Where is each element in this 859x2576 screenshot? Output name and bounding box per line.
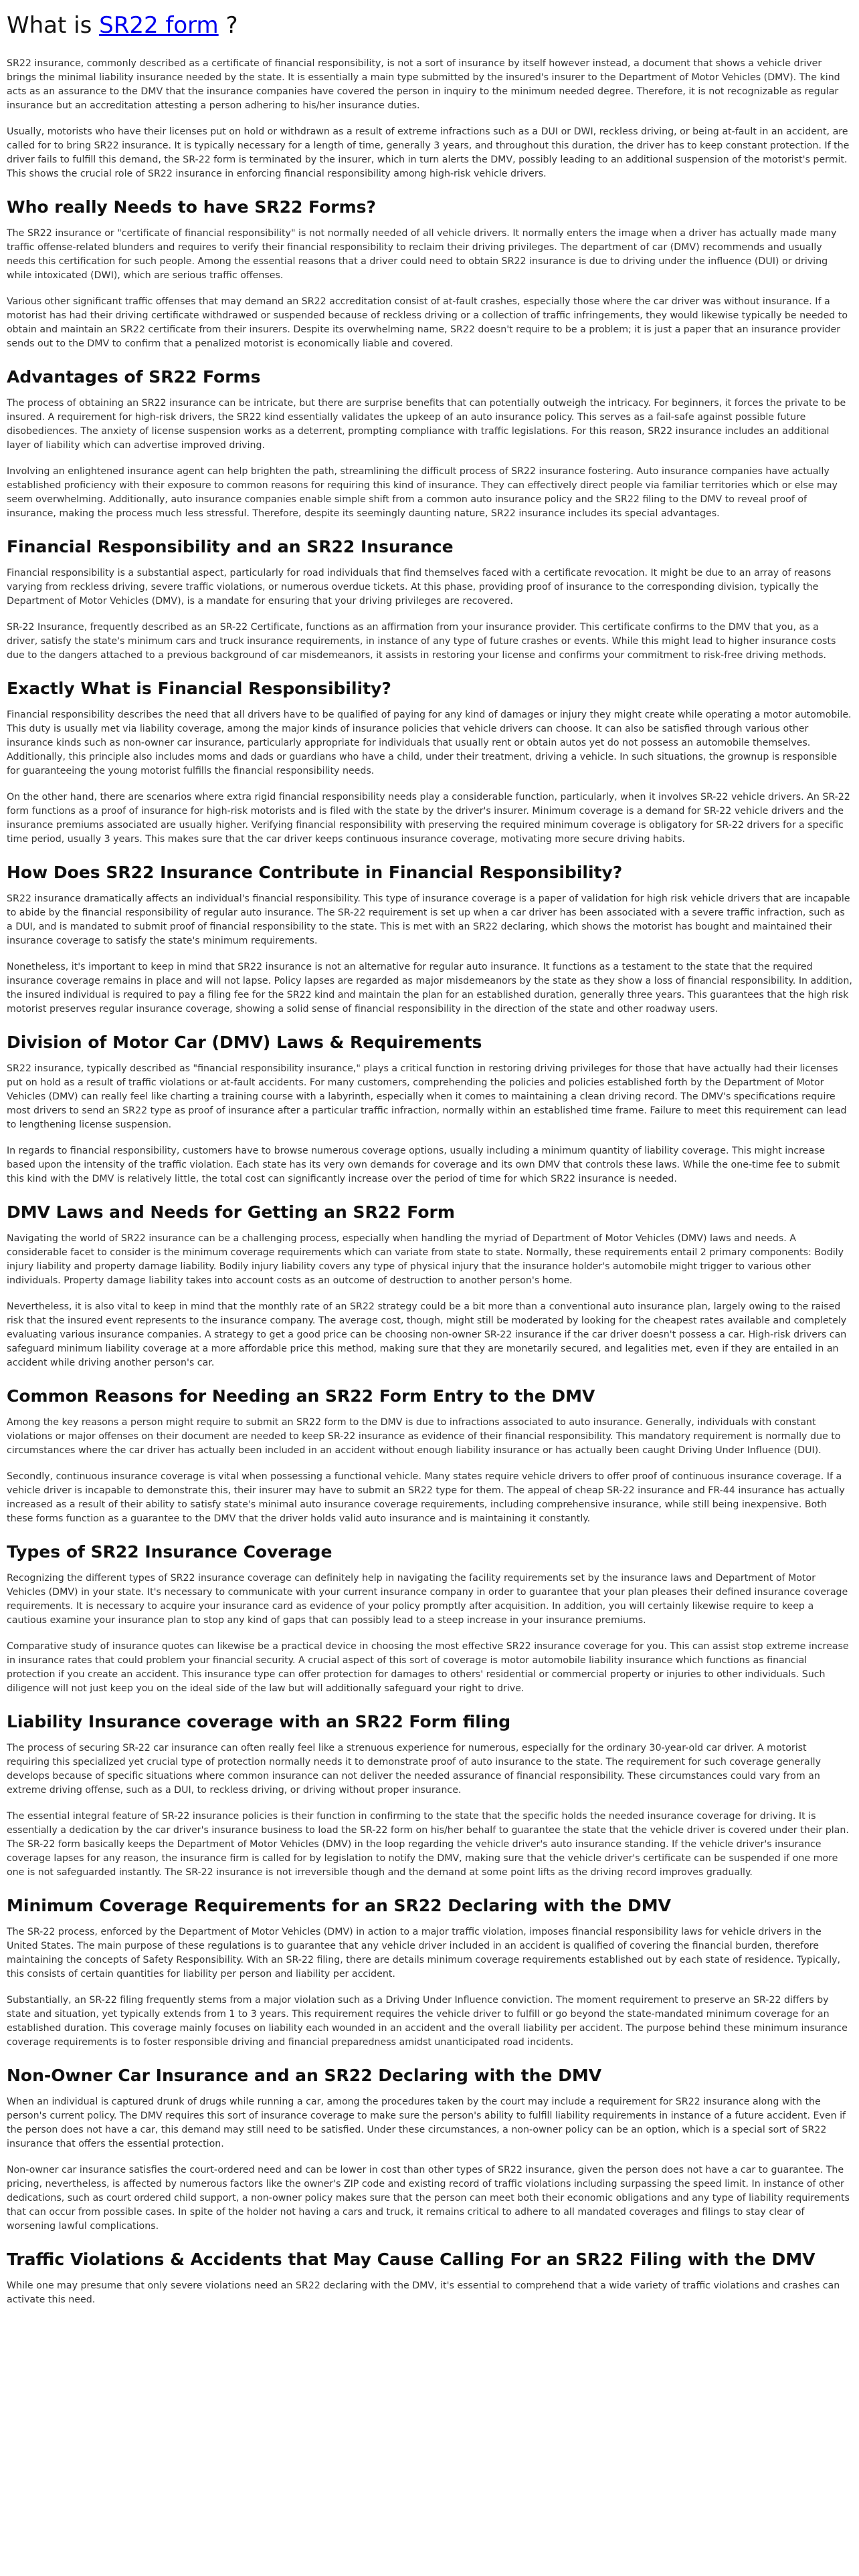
section-heading: Traffic Violations & Accidents that May Cause Calling For an SR22 Filing with the DMV	[7, 2249, 816, 2269]
article-section	[7, 1896, 852, 2050]
page-title-prefix: What is	[7, 12, 100, 39]
section-paragraph: Substantially, an SR-22 filing frequently stems from a major violation such as a Driving Under Influence conviction. The moment requirement to preserve an SR-22 differs by state and situation, yet typically extends from 1 to 3 years. This requirement requires the vehicle driver to fulfill or go beyond the state-mandated minimum coverage for an established duration. This coverage mainly focuses on liability each wounded in an accident and the overall liability per accident. The purpose behind these minimum insurance coverage requirements is to foster responsible driving and financial preparedness amidst unanticipated road incidents.	[7, 1994, 848, 2048]
section-heading: Exactly What is Financial Responsibility?	[7, 678, 391, 698]
article-section	[7, 1542, 852, 1696]
intro-section	[7, 57, 852, 181]
section-paragraph: Financial responsibility is a substantial aspect, particularly for road individuals that find themselves faced with a certificate revocation. It might be due to an array of reasons varying from reckless driving, severe traffic violations, or numerous overdue tickets. At this phase, providing proof of insurance to the corresponding division, typically the Department of Motor Vehicles (DMV), is a mandate for ensuring that your driving privileges are recovered.	[7, 567, 832, 607]
section-paragraph: Involving an enlightened insurance agent can help brighten the path, streamlining the difficult process of SR22 insurance fostering. Auto insurance companies have actually established proficiency with their exposure to common reasons for requiring this kind of insurance. They can effectively direct people via familiar territories which or else may seem overwhelming. Additionally, auto insurance companies enable simple shift from a common auto insurance policy and the SR22 filing to the DMV to reveal proof of insurance, making the process much less stressful. Therefore, despite its seemingly daunting nature, SR22 insurance includes its special advantages.	[7, 465, 838, 519]
section-paragraph: Nevertheless, it is also vital to keep in mind that the monthly rate of an SR22 strategy could be a bit more than a conventional auto insurance plan, largely owing to the raised risk that the insured event represents to the insurance company. The average cost, though, might still be moderated by looking for the cheapest rates available and completely evaluating various insurance companies. A strategy to get a good price can be choosing non-owner SR-22 insurance if the car driver doesn't possess a car. High-risk drivers can safeguard minimum liability coverage at a more affordable price this method, making sure that they are monetarily secured, and legalities met, even if they are entailed in an accident while driving another person's car.	[7, 1301, 847, 1368]
section-paragraph: When an individual is captured drunk of drugs while running a car, among the procedures taken by the court may include a requirement for SR22 insurance along with the person's current policy. The DMV requires this sort of insurance coverage to make sure the person's ability to fulfill liability requirements in instance of a future accident. Even if the person does not have a car, this demand may still need to be satisfied. Under these circumstances, a non-owner policy can be an option, which is a special sort of SR22 insurance that offers the essential protection.	[7, 2096, 846, 2149]
section-paragraph: On the other hand, there are scenarios where extra rigid financial responsibility needs play a considerable function, particularly, when it involves SR-22 vehicle drivers. An SR-22 form functions as a proof of insurance for high-risk motorists and is filed with the state by the driver's insurer. Minimum coverage is a demand for SR-22 vehicle drivers and the insurance premiums associated are usually higher. Verifying financial responsibility with preserving the required minimum coverage is obligatory for SR-22 drivers for a specific time period, usually 3 years. This makes sure that the car driver keeps continuous insurance coverage, motivating more secure driving habits.	[7, 791, 850, 845]
article-section	[7, 679, 852, 847]
section-paragraph: Financial responsibility describes the need that all drivers have to be qualified of paying for any kind of damages or injury they might create while operating a motor automobile. This duty is usually met via liability coverage, among the major kinds of insurance policies that vehicle drivers can choose. It can also be satisfied through various other insurance kinds such as non-owner car insurance, particularly appropriate for individuals that usually rent or obtain autos yet do not possess an automobile themselves. Additionally, this principle also includes moms and dads or guardians who have a child, under their treatment, driving a vehicle. In such situations, the grownup is responsible for guaranteeing the young motorist fulfills the financial responsibility needs.	[7, 709, 852, 776]
article-section	[7, 1202, 852, 1370]
section-heading: Division of Motor Car (DMV) Laws & Requirements	[7, 1032, 482, 1052]
section-heading: DMV Laws and Needs for Getting an SR22 Form	[7, 1202, 455, 1222]
page-title-suffix: ?	[218, 12, 238, 39]
section-paragraph: Nonetheless, it's important to keep in mind that SR22 insurance is not an alternative for regular auto insurance. It functions as a testament to the state that the required insurance coverage remains in place and will not lapse. Policy lapses are regarded as major misdemeanors by the state as they show a loss of financial responsibility. In addition, the insured individual is required to pay a filing fee for the SR22 kind and maintain the plan for an established duration, generally three years. This guarantees that the high risk motorist preserves regular insurance coverage, showing a solid sense of financial responsibility in the direction of the state and other roadway users.	[7, 961, 852, 1014]
section-paragraph: Secondly, continuous insurance coverage is vital when possessing a functional vehicle. Many states require vehicle drivers to offer proof of continuous insurance coverage. If a vehicle driver is incapable to demonstrate this, their insurer may have to submit an SR22 type for them. The appeal of cheap SR-22 insurance and FR-44 insurance has actually increased as a result of their ability to satisfy state's minimal auto insurance coverage requirements, including comprehensive insurance, while still being inexpensive. Both these forms function as a guarantee to the DMV that the driver holds valid auto insurance and is maintaining it constantly.	[7, 1471, 845, 1524]
article-section	[7, 367, 852, 521]
section-paragraph: Recognizing the different types of SR22 insurance coverage can definitely help in navigating the facility requirements set by the insurance laws and Department of Motor Vehicles (DMV) in your state. It's necessary to communicate with your current insurance company in order to guarantee that your plan pleases their defined insurance coverage requirements. It is necessary to acquire your insurance card as evidence of your policy promptly after acquisition. In addition, you will certainly likewise require to keep a cautious examine your insurance plan to stop any kind of gaps that can possibly lead to a steep increase in your insurance premiums.	[7, 1572, 848, 1626]
section-paragraph: The essential integral feature of SR-22 insurance policies is their function in confirming to the state that the specific holds the needed insurance coverage for driving. It is essentially a dedication by the car driver's insurance business to load the SR-22 form on his/her behalf to guarantee the state that the vehicle driver is covered under their plan. The SR-22 form basically keeps the Department of Motor Vehicles (DMV) in the loop regarding the vehicle driver's auto insurance standing. If the vehicle driver's insurance coverage lapses for any reason, the insurance firm is called for by legislation to notify the DMV, making sure that the vehicle driver's certificate can be suspended if one more one is not safeguarded instantly. The SR-22 insurance is not irreversible though and the demand at some point lifts as the driving record improves gradually.	[7, 1810, 849, 1878]
section-paragraph: The SR22 insurance or "certificate of financial responsibility" is not normally needed of all vehicle drivers. It normally enters the image when a driver has actually made many traffic offense-related blunders and requires to verify their financial responsibility to reclaim their driving privileges. The department of car (DMV) recommends and usually needs this certification for such people. Among the essential reasons that a driver could need to obtain SR22 insurance is due to driving under the influence (DUI) or driving while intoxicated (DWI), which are serious traffic offenses.	[7, 227, 837, 281]
section-paragraph: While one may presume that only severe violations need an SR22 declaring with the DMV, it's essential to comprehend that a wide variety of traffic violations and crashes can activate this need.	[7, 2280, 840, 2305]
article-section	[7, 197, 852, 351]
article-section	[7, 537, 852, 663]
article-sections	[7, 197, 852, 2307]
article-section	[7, 1033, 852, 1186]
section-heading: Advantages of SR22 Forms	[7, 366, 261, 387]
section-heading: Who really Needs to have SR22 Forms?	[7, 197, 377, 217]
section-heading: Common Reasons for Needing an SR22 Form Entry to the DMV	[7, 1386, 595, 1406]
section-heading: Non-Owner Car Insurance and an SR22 Declaring with the DMV	[7, 2065, 602, 2085]
section-paragraph: The process of securing SR-22 car insurance can often really feel like a strenuous experience for numerous, especially for the ordinary 30-year-old car driver. A motorist requiring this specialized yet crucial type of protection normally needs it to demonstrate proof of auto insurance to the state. The requirement for such coverage generally develops because of specific situations where common insurance can not deliver the needed assurance of financial responsibility. These circumstances could vary from an extreme driving offense, such as a DUI, to reckless driving, or driving without proper insurance.	[7, 1742, 821, 1796]
page-title	[7, 12, 852, 39]
section-paragraph: SR-22 Insurance, frequently described as an SR-22 Certificate, functions as an affirmation from your insurance provider. This certificate confirms to the DMV that you, as a driver, satisfy the state's minimum cars and truck insurance requirements, in instance of any type of future crashes or events. While this might lead to higher insurance costs due to the dangers attached to a previous background of car misdemeanors, it assists in restoring your license and confirms your commitment to risk-free driving methods.	[7, 621, 836, 661]
section-heading: Minimum Coverage Requirements for an SR22 Declaring with the DMV	[7, 1895, 672, 1915]
article-section	[7, 1712, 852, 1880]
section-paragraph: SR22 insurance, typically described as "financial responsibility insurance," plays a critical function in restoring driving privileges for those that have actually had their licenses put on hold as a result of traffic violations or at-fault accidents. For many customers, comprehending the policies and policies established forth by the Department of Motor Vehicles (DMV) can really feel like charting a training course with a labyrinth, especially when it comes to maintaining a clean driving record. The DMV's specifications require most drivers to send an SR22 type as proof of insurance after a particular traffic infraction, normally within an established time frame. Failure to meet this requirement can lead to lengthening license suspension.	[7, 1063, 847, 1130]
section-heading: Types of SR22 Insurance Coverage	[7, 1541, 332, 1562]
section-paragraph: The SR-22 process, enforced by the Department of Motor Vehicles (DMV) in action to a major traffic violation, imposes financial responsibility laws for vehicle drivers in the United States. The main purpose of these regulations is to guarantee that any vehicle driver included in an accident is qualified of covering the financial burden, therefore maintaining the concepts of Safety Responsibility. With an SR-22 filing, there are details minimum coverage requirements established out by each state of residence. Typically, this consists of certain quantities for liability per person and liability per accident.	[7, 1926, 841, 1979]
section-paragraph: Various other significant traffic offenses that may demand an SR22 accreditation consist of at-fault crashes, especially those where the car driver was without insurance. If a motorist has had their driving certificate withdrawed or suspended because of reckless driving or a collection of traffic infringements, they would likewise typically be needed to obtain and maintain an SR22 certificate from their insurers. Despite its overwhelming name, SR22 doesn't require to be a problem; it is just a paper that an insurance provider sends out to the DMV to confirm that a penalized motorist is economically liable and covered.	[7, 296, 848, 349]
article-section	[7, 2250, 852, 2307]
article-section	[7, 2066, 852, 2234]
section-paragraph: Non-owner car insurance satisfies the court-ordered need and can be lower in cost than other types of SR22 insurance, given the person does not have a car to guarantee. The pricing, nevertheless, is affected by numerous factors like the owner's ZIP code and existing record of traffic violations including surpassing the speed limit. In instance of other dedications, such as court ordered child support, a non-owner policy makes sure that the person can meet both their economic obligations and any type of liability requirements that can occur from possible cases. In spite of the holder not having a cars and truck, it remains critical to adhere to all mandated coverages and filings to stay clear of worsening lawful complications.	[7, 2164, 850, 2232]
section-paragraph: Among the key reasons a person might require to submit an SR22 form to the DMV is due to infractions associated to auto insurance. Generally, individuals with constant violations or major offenses on their document are needed to keep SR-22 insurance as evidence of their financial responsibility. This mandatory requirement is normally due to circumstances where the car driver has actually been included in an accident without enough liability insurance or has actually been caught Driving Under Influence (DUI).	[7, 1416, 841, 1456]
article-section	[7, 1386, 852, 1526]
section-heading: How Does SR22 Insurance Contribute in Financial Responsibility?	[7, 862, 623, 882]
section-paragraph: The process of obtaining an SR22 insurance can be intricate, but there are surprise benefits that can potentially outweigh the intricacy. For beginners, it forces the private to be insured. A requirement for high-risk drivers, the SR22 kind essentially validates the upkeep of an auto insurance policy. This serves as a fail-safe against possible future disobediences. The anxiety of license suspension works as a deterrent, prompting compliance with traffic legislations. For this reason, SR22 insurance includes an additional layer of liability which can advertise improved driving.	[7, 397, 846, 451]
sr22-form-link[interactable]: SR22 form	[99, 12, 219, 39]
section-paragraph: Comparative study of insurance quotes can likewise be a practical device in choosing the most effective SR22 insurance coverage for you. This can assist stop extreme increase in insurance rates that could problem your financial security. A crucial aspect of this sort of coverage is motor automobile liability insurance which functions as financial protection if you create an accident. This insurance type can offer protection for damages to others' residential or commercial property or injuries to other individuals. Such diligence will not just keep you on the ideal side of the law but will additionally safeguard your right to drive.	[7, 1640, 849, 1694]
section-heading: Liability Insurance coverage with an SR22 Form filing	[7, 1711, 511, 1731]
intro-paragraph: SR22 insurance, commonly described as a certificate of financial responsibility, is not a sort of insurance by itself however instead, a document that shows a vehicle driver brings the minimal liability insurance needed by the state. It is essentially a main type submitted by the insured's insurer to the Department of Motor Vehicles (DMV). The kind acts as an assurance to the DMV that the insurance companies have covered the person in inquiry to the minimum needed degree. Therefore, it is not recognizable as regular insurance but an accreditation attesting a person adhering to his/her insurance duties.	[7, 58, 840, 111]
section-paragraph: Navigating the world of SR22 insurance can be a challenging process, especially when handling the myriad of Department of Motor Vehicles (DMV) laws and needs. A considerable facet to consider is the minimum coverage requirements which can variate from state to state. Normally, these requirements entail 2 primary components: Bodily injury liability and property damage liability. Bodily injury liability covers any type of physical injury that the insurance holder's automobile might trigger to various other individuals. Property damage liability takes into account costs as an outcome of destruction to another person's home.	[7, 1232, 844, 1286]
section-heading: Financial Responsibility and an SR22 Insurance	[7, 536, 454, 556]
article-section	[7, 863, 852, 1016]
section-paragraph: SR22 insurance dramatically affects an individual's financial responsibility. This type of insurance coverage is a paper of validation for high risk vehicle drivers that are incapable to abide by the financial responsibility of regular auto insurance. The SR-22 requirement is set up when a car driver has been associated with a severe traffic infraction, such as a DUI, and is mandated to submit proof of financial responsibility to the state. This is met with an SR22 declaring, which shows the motorist has bought and maintained their insurance coverage to satisfy the state's minimum requirements.	[7, 893, 850, 946]
section-paragraph: In regards to financial responsibility, customers have to browse numerous coverage options, usually including a minimum quantity of liability coverage. This might increase based upon the intensity of the traffic violation. Each state has its very own demands for coverage and its own DMV that controls these laws. While the one-time fee to submit this kind with the DMV is relatively little, the total cost can significantly increase over the period of time for which SR22 insurance is needed.	[7, 1145, 840, 1184]
intro-paragraph: Usually, motorists who have their licenses put on hold or withdrawn as a result of extreme infractions such as a DUI or DWI, reckless driving, or being at-fault in an accident, are called for to bring SR22 insurance. It is typically necessary for a length of time, generally 3 years, and throughout this duration, the driver has to keep constant protection. If the driver fails to fulfill this demand, the SR-22 form is terminated by the insurer, which in turn alerts the DMV, possibly leading to an additional suspension of the motorist's permit. This shows the crucial role of SR22 insurance in enforcing financial responsibility among high-risk vehicle drivers.	[7, 126, 850, 179]
